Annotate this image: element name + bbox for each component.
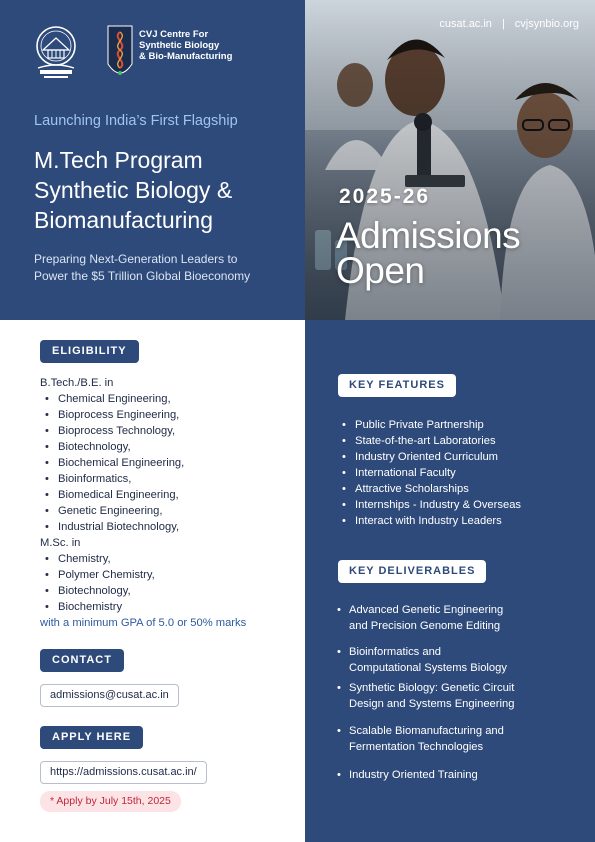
key-feature-item: • State-of-the-art Laboratories	[342, 433, 592, 449]
msc-discipline-item: • Biotechnology,	[40, 583, 305, 599]
key-feature-item: • Public Private Partnership	[342, 417, 592, 433]
btech-discipline-item: • Genetic Engineering,	[40, 503, 305, 519]
hero-banner	[0, 0, 595, 320]
key-deliverable-item: • Advanced Genetic Engineering and Precision Genome Editing	[337, 602, 587, 634]
apply-heading: APPLY HERE	[40, 726, 143, 749]
key-deliverable-item: • Synthetic Biology: Genetic Circuit Design and Systems Engineering	[337, 680, 587, 712]
key-feature-item: • Industry Oriented Curriculum	[342, 449, 592, 465]
program-subtitle: Preparing Next-Generation Leaders to Power the $5 Trillion Global Bioeconomy	[34, 252, 251, 283]
website-links	[439, 18, 579, 30]
link-separator: |	[501, 18, 505, 30]
cusat-link[interactable]: cusat.ac.in	[439, 18, 492, 30]
msc-discipline-item: • Polymer Chemistry,	[40, 567, 305, 583]
btech-discipline-item: • Biotechnology,	[40, 439, 305, 455]
key-features-heading: KEY FEATURES	[338, 374, 456, 397]
key-deliverable-item: • Industry Oriented Training	[337, 767, 587, 783]
eligibility-section	[40, 375, 305, 631]
program-title: M.Tech Program Synthetic Biology & Biomanufacturing	[34, 147, 233, 233]
msc-discipline-item: • Chemistry,	[40, 551, 305, 567]
btech-discipline-item: • Bioinformatics,	[40, 471, 305, 487]
cvjsynbio-link[interactable]: cvjsynbio.org	[514, 18, 579, 30]
msc-discipline-item: • Biochemistry	[40, 599, 305, 615]
btech-discipline-item: • Biochemical Engineering,	[40, 455, 305, 471]
apply-url-link[interactable]: https://admissions.cusat.ac.in/	[40, 761, 207, 784]
gpa-requirement: with a minimum GPA of 5.0 or 50% marks	[40, 617, 247, 629]
key-feature-item: • Attractive Scholarships	[342, 481, 592, 497]
key-feature-item: • International Faculty	[342, 465, 592, 481]
msc-list	[40, 551, 305, 615]
deadline-badge: * Apply by July 15th, 2025	[40, 791, 181, 812]
launch-tagline: Launching India’s First Flagship	[34, 113, 238, 129]
key-deliverables-heading: KEY DELIVERABLES	[338, 560, 486, 583]
btech-intro: B.Tech./B.E. in	[40, 377, 114, 389]
cvj-centre-name: CVJ Centre For Synthetic Biology & Bio-Manufacturing	[139, 29, 233, 62]
btech-discipline-item: • Chemical Engineering,	[40, 391, 305, 407]
lab-photo	[305, 0, 595, 320]
btech-discipline-item: • Biomedical Engineering,	[40, 487, 305, 503]
contact-email[interactable]: admissions@cusat.ac.in	[40, 684, 179, 707]
contact-heading: CONTACT	[40, 649, 124, 672]
key-feature-item: • Internships - Industry & Overseas	[342, 497, 592, 513]
cvj-centre-logo-icon	[106, 24, 134, 82]
key-deliverable-item: • Scalable Biomanufacturing and Fermentation Technologies	[337, 723, 587, 755]
features-panel	[305, 320, 595, 842]
key-feature-item: • Interact with Industry Leaders	[342, 513, 592, 529]
admissions-open-heading: Admissions Open	[336, 215, 521, 291]
eligibility-heading: ELIGIBILITY	[40, 340, 139, 363]
hero-info-panel	[0, 0, 305, 320]
btech-discipline-item: • Bioprocess Engineering,	[40, 407, 305, 423]
academic-year: 2025-26	[339, 185, 431, 208]
key-deliverable-item: • Bioinformatics and Computational Systems Biology	[337, 644, 587, 676]
btech-list	[40, 391, 305, 535]
btech-discipline-item: • Bioprocess Technology,	[40, 423, 305, 439]
btech-discipline-item: • Industrial Biotechnology,	[40, 519, 305, 535]
cusat-logo-icon	[34, 26, 78, 82]
msc-intro: M.Sc. in	[40, 537, 81, 549]
key-features-list	[342, 417, 592, 529]
